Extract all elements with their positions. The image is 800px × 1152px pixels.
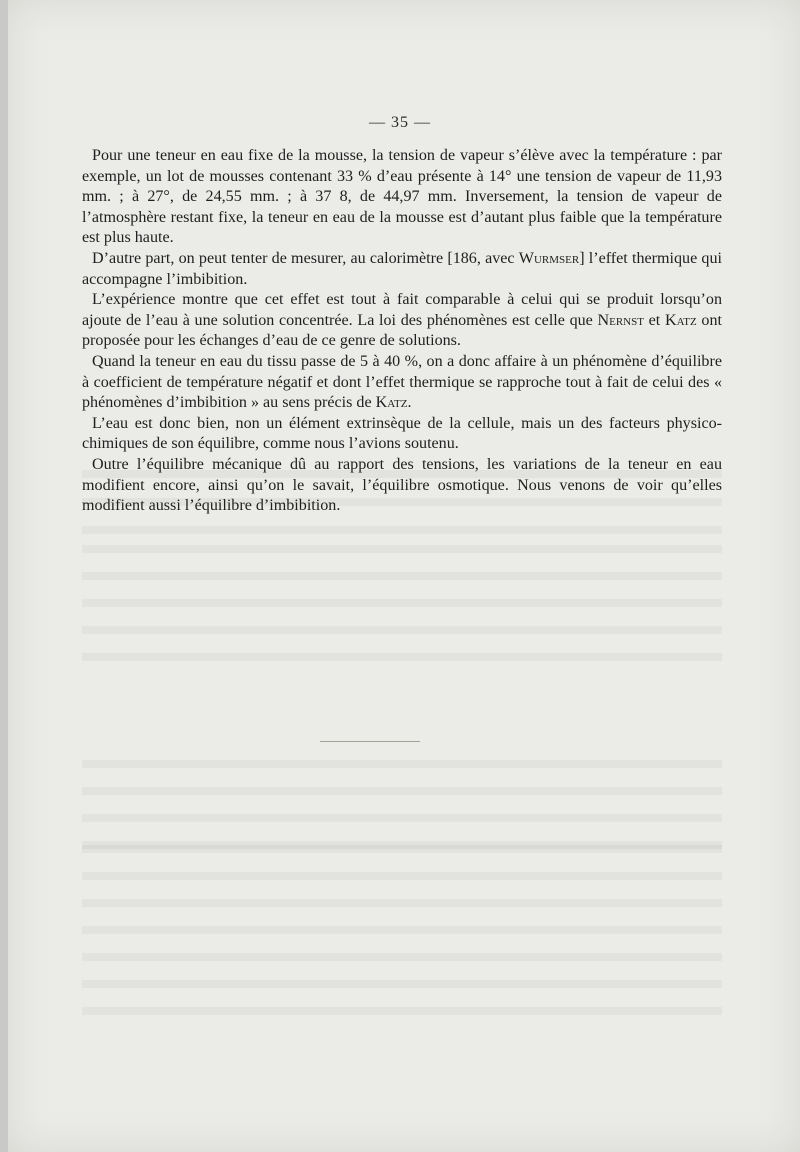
text-segment: . — [407, 394, 412, 412]
text-segment: et — [643, 311, 665, 329]
paragraph — [82, 290, 722, 352]
text-segment: D’autre part, on peut tenter de mesurer, au calorimètre [186, avec — [92, 249, 519, 267]
text-segment: Quand la teneur en eau du tissu passe de 5 à 40 %, on a donc affaire à un phénomène d’équilibre à coefficient de température négatif et dont l’effet thermique se rapproche tout à fait de celui des « phénomènes d’imbibition » au sens précis de — [82, 352, 722, 412]
text-segment: L’expérience montre que cet effet est tout à fait comparable à celui qui se produit lorsqu’on ajoute de l’eau à une solution concentrée. La loi des phénomènes est celle que — [82, 291, 722, 329]
paragraph — [82, 352, 722, 414]
author-name: Nernst — [597, 311, 644, 329]
author-name: Katz — [375, 394, 408, 412]
text-segment: Outre l’équilibre mécanique dû au rapport des tensions, les variations de la teneur en eau modifient encore, ainsi qu’on le savait, l’équilibre osmotique. Nous venons de voir qu’elles modifient aussi l’équilibre d’imbibition. — [82, 455, 722, 515]
text-segment: Pour une teneur en eau fixe de la mousse, la tension de vapeur s’élève avec la température : par exemple, un lot de mousses contenant 33 % — [82, 147, 722, 185]
page-number: — 35 — — [369, 114, 431, 131]
body-text — [82, 146, 722, 517]
paragraph — [82, 146, 722, 249]
text-segment: ont proposée pour les échanges d’eau de ce genre de solutions. — [82, 311, 722, 350]
author-name: Katz — [664, 311, 697, 329]
text-segment: L’eau est donc bien, non un élément extrinsèque de la cellule, mais un des facteurs physico-chimiques de son équilibre, comme nous l’avions soutenu. — [82, 414, 722, 453]
paragraph — [82, 249, 722, 290]
show-through-rule — [320, 741, 420, 742]
text-segment: d’eau présente à 14° une tension de vapeur de 11,93 mm. ; à 27°, de 24,55 mm. ; à 37 8, de 44,97 mm. Inversement, la tension de vapeur de l’atmosphère restant fixe, la teneur en eau de la mousse est d’autant plus faible que la température est plus haute. — [82, 167, 722, 247]
text-segment: ] l’effet thermique qui accompagne l’imbibition. — [82, 249, 722, 288]
paragraph — [82, 455, 722, 517]
paragraph — [82, 414, 722, 455]
author-name: Wurmser — [518, 249, 580, 267]
